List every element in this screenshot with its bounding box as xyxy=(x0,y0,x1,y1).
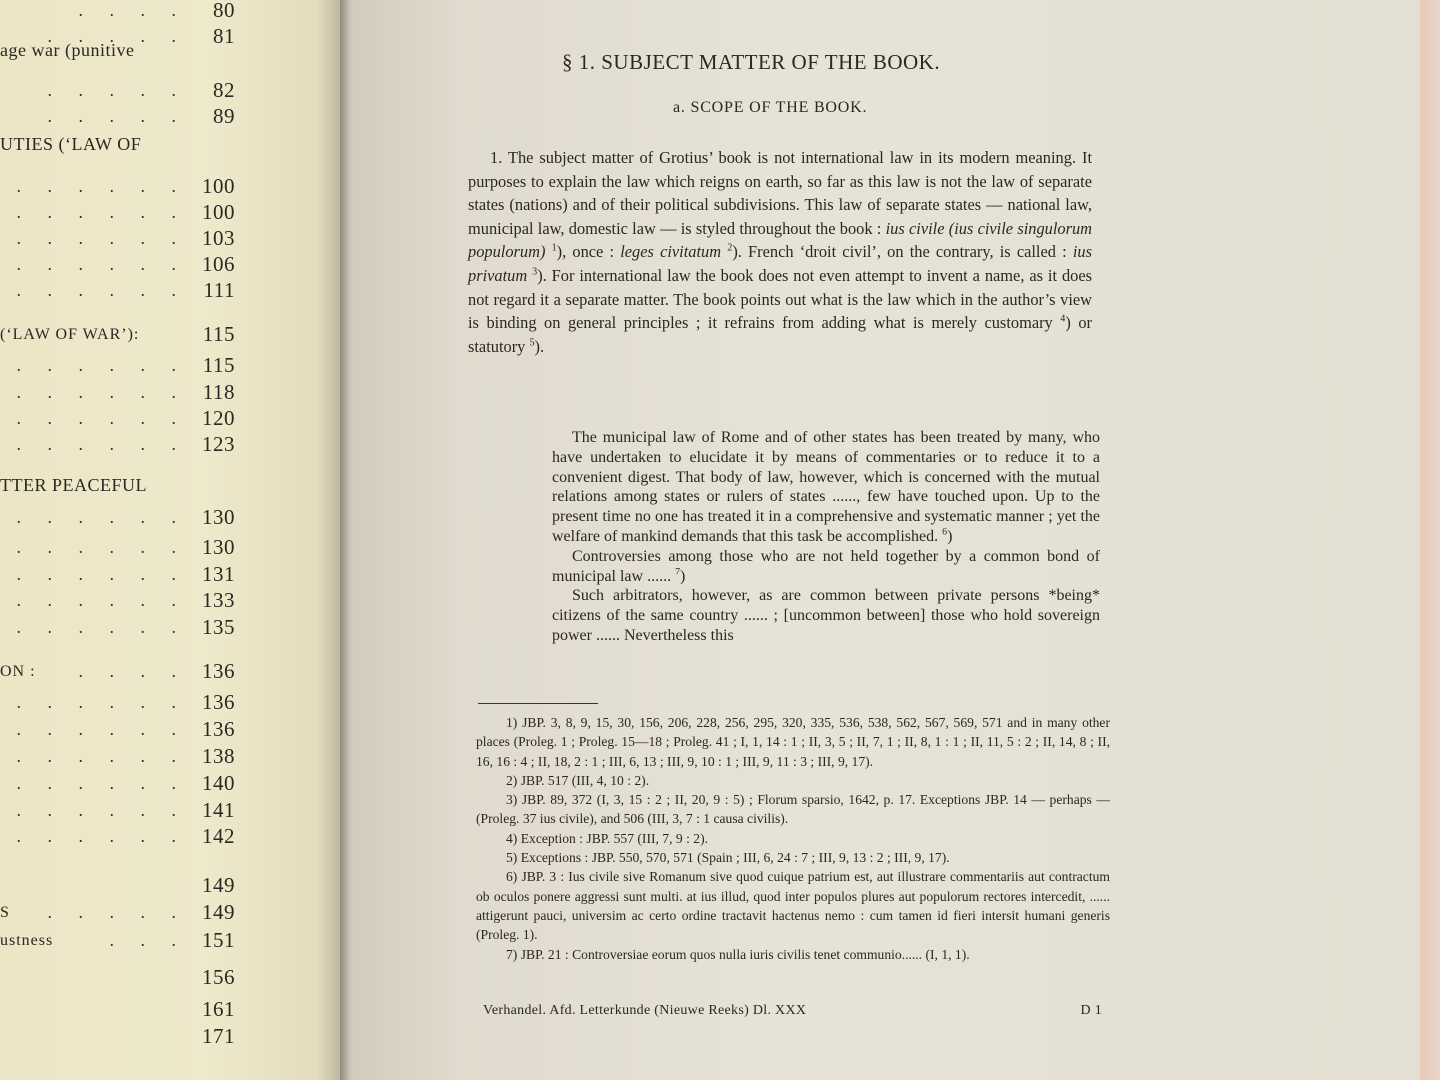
toc-page-number: 149 xyxy=(202,873,235,897)
quote-para-1 xyxy=(552,428,1100,547)
toc-entry xyxy=(0,588,235,616)
toc-entry xyxy=(0,505,235,533)
toc-entry xyxy=(0,353,235,381)
toc-entry xyxy=(0,200,235,228)
main-paragraph xyxy=(468,146,1092,358)
quote-text-2: Controversies among those who are not held together by a common bond of municipal law ...... xyxy=(552,547,1100,585)
toc-leader-dots: . . . . . xyxy=(47,80,187,100)
toc-entry-label: S xyxy=(0,904,10,921)
main-text-6: ). xyxy=(534,336,545,356)
toc-entry xyxy=(0,798,235,826)
toc-page-number: 118 xyxy=(202,380,235,404)
toc-page-number: 106 xyxy=(202,252,235,276)
toc-leader-dots: . . . . xyxy=(78,661,187,681)
toc-entry xyxy=(0,406,235,434)
toc-page-number: 171 xyxy=(202,1024,235,1048)
footnote-ref-5: 5 xyxy=(529,337,535,349)
toc-entry xyxy=(0,380,235,408)
footnote-5: 5) Exceptions : JBP. 550, 570, 571 (Spain ; III, 6, 24 : 7 ; III, 9, 13 : 2 ; III, 9, 17). xyxy=(506,850,950,866)
toc-page-number: 140 xyxy=(202,771,235,795)
footnote-3: 3) JBP. 89, 372 (I, 3, 15 : 2 ; II, 20, 9 : 5) ; Florum sparsio, 1642, p. 17. Exceptions JBP. 14 — perhaps — (Proleg. 37 ius civile), and 506 (III, 3, 7 : 1 causa civilis). xyxy=(476,792,1110,827)
footnote-ref-1: 1 xyxy=(551,242,557,254)
toc-page-number: 130 xyxy=(202,535,235,559)
toc-page-number: 82 xyxy=(213,78,235,102)
toc-page-number: 103 xyxy=(202,226,235,250)
toc-leader-dots: . . . . . . xyxy=(16,590,187,610)
main-text-4: ). For international law the book does not even attempt to invent a name, as it does not regard it a separate matter. The book points out what is the law which in the author’s view is binding on general principles ; it refrains from adding what is merely customary xyxy=(468,265,1092,333)
ius-civile-term: ius civile (ius civile singulorum populorum) xyxy=(468,218,1092,262)
quote-paren-1: ) xyxy=(947,527,953,545)
footer-signature: D 1 xyxy=(1080,1003,1102,1018)
toc-leader-dots: . . . . . . xyxy=(16,800,187,820)
block-quote xyxy=(552,428,1100,646)
footnote-ref-7: 7 xyxy=(675,566,681,578)
toc-entry xyxy=(0,562,235,590)
footnotes xyxy=(476,713,1110,964)
toc-leader-dots: . . . . . . xyxy=(16,355,187,375)
main-text-5: ) or statutory xyxy=(468,313,1092,356)
toc-leader-dots: . . . . . . xyxy=(16,617,187,637)
toc-entry xyxy=(0,744,235,772)
toc-text-line: TTER PEACEFUL xyxy=(0,475,148,495)
toc-leader-dots: . . . . . xyxy=(47,106,187,126)
toc-leader-dots: . . . . . . xyxy=(16,254,187,274)
toc-entry xyxy=(0,174,235,202)
toc-entry xyxy=(0,1024,235,1052)
toc-leader-dots: . . . . . . xyxy=(16,537,187,557)
toc-page-number: 135 xyxy=(202,615,235,639)
toc-page-number: 100 xyxy=(202,200,235,224)
toc-leader-dots: . . . . . . xyxy=(16,408,187,428)
toc-entry xyxy=(0,997,235,1025)
toc-text-line: UTIES (‘LAW OF xyxy=(0,134,142,154)
page-edge xyxy=(1420,0,1440,1080)
footer-series: Verhandel. Afd. Letterkunde (Nieuwe Reeks) Dl. XXX xyxy=(483,1003,807,1018)
toc-leader-dots: . . . xyxy=(109,930,187,950)
toc-entry-label: (‘LAW OF WAR’): xyxy=(0,326,140,343)
quote-text-3: Such arbitrators, however, as are common between private persons *being* citizens of the same country ...... ; [uncommon between] those who hold sovereign power ...... Nevertheless this xyxy=(552,587,1100,644)
toc-leader-dots: . . . . . . xyxy=(16,826,187,846)
toc-entry xyxy=(0,78,235,106)
toc-entry xyxy=(0,965,235,993)
toc-page-number: 138 xyxy=(202,744,235,768)
toc-page-number: 156 xyxy=(202,965,235,989)
toc-page-number: 149 xyxy=(202,900,235,924)
footnote-rule xyxy=(478,703,598,704)
ius-privatum-term: ius privatum xyxy=(468,242,1092,285)
footnote-ref-2: 2 xyxy=(727,242,733,254)
footnote-6: 6) JBP. 3 : Ius civile sive Romanum sive quod cuique patrium est, aut illustrare commentariis aut contractum ob oculos ponere aggressi sunt multi. at ius illud, quod inter populos plures aut populorum rectores intercedit, ...... attigerunt pauci, universim ac certo ordine tractavit hactenus nemo : cum tamen id fieri intersit humani generis (Proleg. 1). xyxy=(476,869,1110,943)
toc-page-number: 131 xyxy=(202,562,235,586)
toc-page-number: 136 xyxy=(202,690,235,714)
toc-entry-label: ustness xyxy=(0,932,54,949)
toc-entry xyxy=(0,690,235,718)
toc-entry xyxy=(0,24,235,52)
toc-page-number: 130 xyxy=(202,505,235,529)
toc-entry xyxy=(0,104,235,132)
toc-page-number: 120 xyxy=(202,406,235,430)
toc-page-number: 81 xyxy=(213,24,235,48)
toc-leader-dots: . . . . . xyxy=(47,902,187,922)
toc-leader-dots: . . . . . . xyxy=(16,382,187,402)
toc-entry xyxy=(0,928,235,956)
section-heading: § 1. SUBJECT MATTER OF THE BOOK. xyxy=(562,50,941,74)
toc-entry-label: ON : xyxy=(0,663,36,680)
toc-text-line: age war (punitive xyxy=(0,40,135,60)
toc-entry xyxy=(0,717,235,745)
leges-term: leges civitatum xyxy=(620,242,722,262)
toc-entry xyxy=(0,659,235,687)
toc-page-number: 111 xyxy=(203,278,235,302)
footnote-7: 7) JBP. 21 : Controversiae eorum quos nulla iuris civilis tenet communio...... (I, 1, 1). xyxy=(506,946,970,962)
left-page-toc xyxy=(0,0,345,1080)
footnote-ref-4: 4 xyxy=(1060,313,1066,325)
quote-para-3 xyxy=(552,586,1100,645)
toc-page-number: 161 xyxy=(202,997,235,1021)
toc-leader-dots: . . . . . . xyxy=(16,280,187,300)
quote-text-1: The municipal law of Rome and of other states has been treated by many, who have undertaken to elucidate it by means of commentaries or to reduce it to a convenient digest. That body of law, however, which is concerned with the mutual relations among states or rulers of states ......, few have touched upon. Up to the present time no one has treated it in a comprehensive and systematic manner ; yet the welfare of mankind demands that this task be accomplished. xyxy=(552,429,1100,545)
toc-entry xyxy=(0,873,235,901)
toc-page-number: 123 xyxy=(202,432,235,456)
toc-page-number: 89 xyxy=(213,104,235,128)
toc-page-number: 133 xyxy=(202,588,235,612)
toc-leader-dots: . . . . . . xyxy=(16,773,187,793)
quote-para-2 xyxy=(552,547,1100,587)
quote-paren-2: ) xyxy=(680,567,686,585)
footnote-ref-3: 3 xyxy=(532,266,538,278)
main-text-3: ). French ‘droit civil’, on the contrary, is called : xyxy=(732,242,1073,262)
toc-leader-dots: . . . . . . xyxy=(16,507,187,527)
toc-leader-dots: . . . . . xyxy=(47,26,187,46)
toc-leader-dots: . . . . . . xyxy=(16,176,187,196)
toc-entry xyxy=(0,0,235,26)
toc-page-number: 80 xyxy=(213,0,235,22)
toc-page-number: 136 xyxy=(202,659,235,683)
toc-leader-dots: . . . . . . xyxy=(16,228,187,248)
footnote-ref-6: 6 xyxy=(942,526,948,538)
toc-page-number: 142 xyxy=(202,824,235,848)
toc-page-number: 115 xyxy=(202,353,235,377)
main-text-2: ), once : xyxy=(556,242,621,262)
toc-page-number: 151 xyxy=(202,928,235,952)
toc-entry xyxy=(0,252,235,280)
toc-entry xyxy=(0,900,235,928)
toc-entry xyxy=(0,322,235,350)
sub-heading: a. SCOPE OF THE BOOK. xyxy=(673,99,868,116)
toc-entry xyxy=(0,824,235,852)
toc-leader-dots: . . . . . . xyxy=(16,692,187,712)
toc-entry xyxy=(0,432,235,460)
toc-page-number: 100 xyxy=(202,174,235,198)
toc-entry xyxy=(0,278,235,306)
footnote-4: 4) Exception : JBP. 557 (III, 7, 9 : 2). xyxy=(506,830,708,846)
toc-entry xyxy=(0,771,235,799)
toc-page-number: 115 xyxy=(202,322,235,346)
toc-entry xyxy=(0,535,235,563)
toc-leader-dots: . . . . . . xyxy=(16,202,187,222)
toc-entry xyxy=(0,615,235,643)
toc-leader-dots: . . . . . . xyxy=(16,434,187,454)
toc-entry xyxy=(0,226,235,254)
toc-page-number: 141 xyxy=(202,798,235,822)
toc-leader-dots: . . . . . . xyxy=(16,564,187,584)
toc-leader-dots: . . . . . . xyxy=(16,719,187,739)
toc-leader-dots: . . . . xyxy=(78,0,187,20)
footnote-1: 1) JBP. 3, 8, 9, 15, 30, 156, 206, 228, 256, 295, 320, 335, 536, 538, 562, 567, 569, 571 and in many other places (Proleg. 1 ; Proleg. 15—18 ; Proleg. 41 ; I, 1, 14 : 1 ; II, 3, 5 ; II, 7, 1 ; II, 8, 1 : 1 ; II, 11, 5 : 2 ; II, 14, 8 ; II, 16, 16 : 4 ; II, 18, 2 : 1 ; III, 6, 13 ; III, 9, 10 : 1 ; III, 9, 11 : 3 ; III, 9, 17). xyxy=(476,715,1110,769)
toc-leader-dots: . . . . . . xyxy=(16,746,187,766)
footnote-2: 2) JBP. 517 (III, 4, 10 : 2). xyxy=(506,772,650,788)
toc-page-number: 136 xyxy=(202,717,235,741)
main-text-1: 1. The subject matter of Grotius’ book is not international law in its modern meaning. It purposes to explain the law which reigns on earth, so far as this law is not the law of separate states (nations) and of their political subdivisions. This law of separate states — national law, municipal law, domestic law — is styled throughout the book : xyxy=(468,148,1092,238)
